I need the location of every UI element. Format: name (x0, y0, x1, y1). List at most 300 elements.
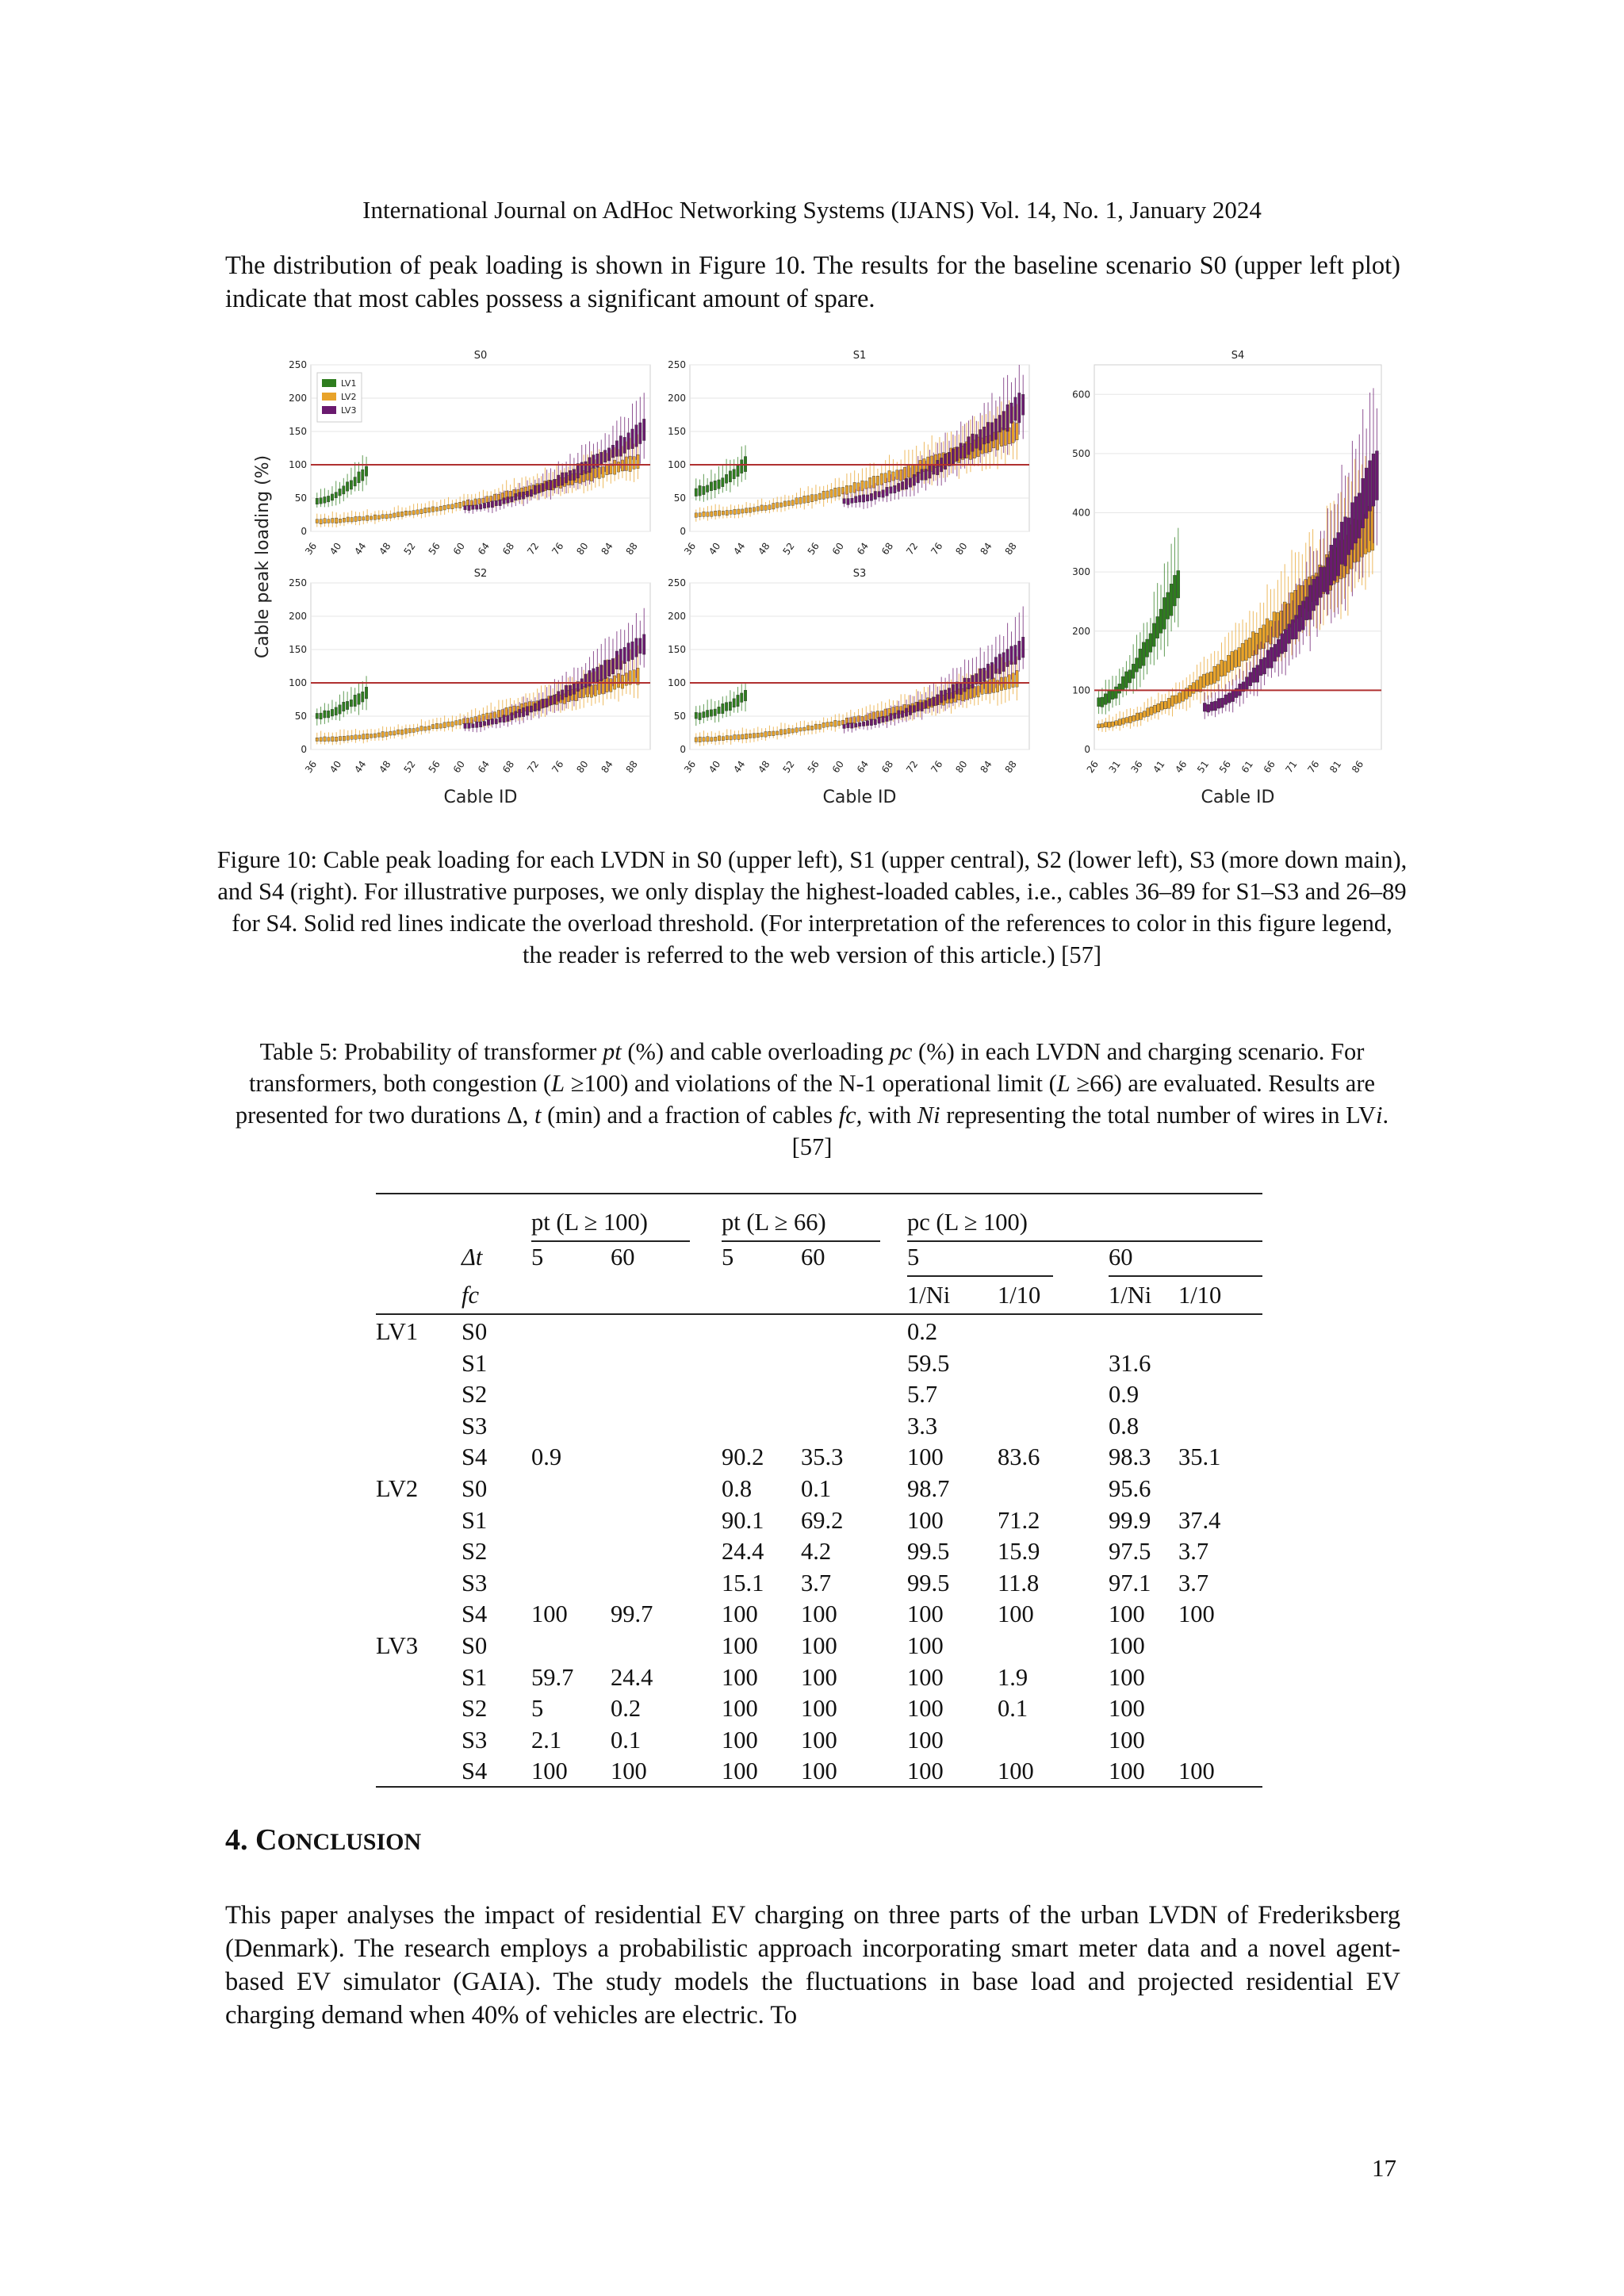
box (396, 730, 399, 734)
x-tick-label: 84 (599, 540, 615, 558)
box (499, 500, 501, 506)
box (1178, 693, 1181, 703)
box (699, 737, 701, 742)
box (561, 473, 563, 485)
table-cell: 24.4 (611, 1663, 653, 1691)
box (370, 516, 372, 519)
box (890, 487, 892, 493)
box (956, 682, 958, 694)
box (596, 667, 599, 682)
box (1022, 394, 1025, 415)
box (1326, 558, 1329, 594)
table-cell: 11.8 (998, 1569, 1040, 1596)
box (522, 707, 524, 716)
box (718, 736, 720, 741)
y-tick-label: 100 (668, 459, 686, 470)
table-cell: 98.7 (907, 1475, 950, 1502)
box (1118, 684, 1121, 693)
box (598, 467, 600, 479)
box (1365, 468, 1368, 519)
x-tick-label: 36 (303, 540, 320, 558)
box (617, 673, 619, 688)
box (621, 675, 623, 688)
box (1298, 605, 1301, 631)
box (468, 505, 470, 511)
box (921, 470, 923, 481)
box (617, 462, 619, 472)
box (1248, 638, 1251, 657)
box (744, 690, 746, 701)
box (878, 492, 880, 497)
box (886, 487, 888, 496)
x-tick-label: 48 (377, 758, 393, 776)
table-cell: 59.7 (531, 1663, 574, 1691)
x-tick-label: 52 (780, 758, 797, 776)
box (431, 507, 434, 512)
legend-label: LV2 (341, 392, 357, 402)
head-d60b: 60 (801, 1244, 825, 1271)
x-tick-label: 36 (682, 540, 699, 558)
box (874, 491, 876, 499)
box (979, 430, 982, 450)
y-tick-label: 150 (668, 426, 686, 437)
table-cell: 100 (1178, 1757, 1215, 1785)
box (986, 664, 989, 678)
y-tick-label: 50 (673, 711, 686, 722)
box (1128, 670, 1132, 683)
box (733, 509, 736, 514)
box (493, 494, 496, 500)
y-tick-label: 250 (668, 359, 686, 370)
box (830, 489, 833, 497)
table-cell: 99.5 (907, 1569, 950, 1596)
box (458, 719, 461, 725)
box (1128, 716, 1132, 723)
row-scenario: S1 (462, 1349, 488, 1377)
box (424, 726, 427, 730)
box (707, 737, 709, 742)
table-cell: 100 (907, 1663, 944, 1691)
box (1111, 722, 1114, 726)
y-tick-label: 0 (301, 744, 307, 755)
box (1192, 683, 1195, 694)
box (710, 512, 713, 516)
box (416, 510, 419, 514)
box (791, 729, 794, 733)
table-cell: 100 (907, 1695, 944, 1723)
box (714, 511, 716, 516)
panel-title-s0: S0 (473, 350, 488, 362)
x-tick-label: 40 (327, 758, 344, 776)
box (745, 508, 747, 513)
table-cell: 0.9 (1109, 1381, 1139, 1409)
box (905, 478, 907, 489)
table-cell: 5 (531, 1695, 544, 1723)
box (822, 723, 825, 727)
y-tick-label: 200 (668, 611, 686, 622)
box (822, 491, 825, 499)
panel-title-s4: S4 (1231, 350, 1245, 362)
box (994, 657, 997, 674)
box (569, 470, 571, 481)
box (806, 496, 809, 503)
box (703, 711, 705, 717)
box (779, 503, 782, 507)
box (764, 732, 767, 738)
box (940, 691, 942, 703)
x-tick-label: 44 (352, 758, 369, 776)
table-cell: 100 (1109, 1695, 1145, 1723)
table-cell: 100 (998, 1757, 1034, 1785)
box (600, 452, 603, 465)
x-tick-label: 60 (450, 758, 468, 776)
table-cell: 0.2 (611, 1695, 642, 1723)
box (756, 507, 759, 511)
x-tick-label: 31 (1106, 758, 1123, 776)
box (316, 498, 318, 504)
box (637, 454, 639, 469)
box (1114, 687, 1117, 698)
box (623, 647, 626, 663)
box (1305, 597, 1308, 620)
box (1173, 575, 1176, 606)
box (975, 435, 978, 449)
table-cell: 0.2 (907, 1318, 938, 1345)
box (730, 736, 732, 740)
table-cell: 90.1 (722, 1506, 764, 1534)
box (952, 449, 954, 466)
box (404, 511, 407, 516)
box (722, 511, 724, 515)
row-group-label: LV2 (376, 1475, 419, 1502)
box (1354, 496, 1358, 543)
box (718, 707, 720, 714)
box (814, 724, 817, 729)
box (592, 669, 595, 684)
box (424, 508, 427, 512)
box (882, 490, 884, 497)
box (573, 684, 575, 695)
x-tick-label: 52 (780, 540, 797, 558)
table-cell: 0.9 (531, 1443, 562, 1471)
box (917, 472, 919, 483)
head-rule-pt100 (531, 1240, 690, 1242)
box (1340, 522, 1343, 564)
box (503, 715, 505, 723)
box (1220, 660, 1224, 677)
box (385, 515, 388, 519)
box (1216, 665, 1220, 681)
box (725, 474, 727, 483)
box (553, 695, 556, 704)
box (550, 696, 552, 705)
box (1132, 664, 1135, 678)
box (451, 504, 454, 509)
box (1012, 422, 1014, 443)
box (1164, 701, 1167, 708)
box (631, 429, 634, 449)
panel-title-s1: S1 (852, 350, 867, 362)
head-fc4: 1/10 (1178, 1282, 1222, 1309)
x-tick-label: 80 (953, 758, 970, 776)
box (491, 501, 493, 508)
box (366, 516, 368, 520)
y-tick-label: 250 (668, 577, 686, 588)
box (1281, 634, 1284, 654)
box (472, 505, 474, 509)
row-scenario: S4 (462, 1443, 488, 1471)
box (1018, 393, 1021, 423)
y-tick-label: 150 (289, 426, 307, 437)
x-tick-label: 41 (1151, 758, 1167, 776)
box (625, 457, 627, 470)
box (511, 496, 513, 502)
box (1162, 597, 1166, 629)
box (354, 477, 356, 486)
box (710, 738, 713, 742)
table-cell: 100 (907, 1632, 944, 1659)
box (929, 465, 931, 478)
page-number: 17 (1372, 2154, 1396, 2182)
box (1136, 658, 1139, 673)
table-cell: 98.3 (1109, 1443, 1151, 1471)
table-cell: 3.3 (907, 1412, 938, 1439)
table-cell: 2.1 (531, 1726, 562, 1754)
box (412, 511, 415, 515)
x-tick-label: 71 (1283, 758, 1300, 776)
x-tick-label: 72 (525, 540, 542, 558)
box (710, 710, 712, 716)
box (343, 702, 345, 711)
box (493, 712, 496, 719)
box (435, 723, 438, 729)
y-tick-label: 400 (1072, 507, 1090, 519)
box (981, 684, 983, 694)
box (903, 467, 906, 480)
box (909, 478, 911, 487)
box (776, 731, 778, 735)
box (468, 723, 470, 728)
table-cell: 1.9 (998, 1663, 1028, 1691)
box (472, 724, 474, 728)
box (892, 472, 894, 481)
x-tick-label: 60 (829, 540, 847, 558)
box (487, 719, 489, 725)
box (607, 660, 610, 677)
box (526, 491, 528, 496)
box (855, 496, 857, 503)
row-scenario: S2 (462, 1538, 488, 1566)
box (1142, 642, 1145, 666)
y-tick-label: 0 (301, 526, 307, 537)
box (814, 495, 817, 501)
box (729, 702, 731, 711)
box (749, 508, 751, 512)
box (998, 654, 1001, 674)
table-head-rule (376, 1313, 1262, 1315)
table-cell: 3.7 (1178, 1569, 1209, 1596)
box (365, 687, 367, 699)
table-cell: 0.8 (1109, 1412, 1139, 1439)
x-tick-label: 48 (756, 540, 772, 558)
head-rule-pt66 (722, 1240, 880, 1242)
box (324, 519, 326, 523)
x-axis-label-center: Cable ID (822, 788, 897, 807)
box (370, 734, 372, 738)
box (862, 495, 864, 502)
x-tick-label: 68 (500, 758, 517, 776)
table-cell: 100 (998, 1600, 1034, 1628)
box (362, 692, 364, 702)
box (986, 422, 989, 443)
box (921, 703, 923, 711)
box (925, 469, 927, 480)
box (1252, 668, 1255, 682)
box (366, 734, 368, 738)
box (929, 699, 931, 706)
box (830, 722, 833, 726)
box (343, 518, 345, 522)
box (870, 719, 872, 726)
x-tick-label: 76 (1305, 758, 1322, 776)
box (487, 502, 489, 508)
box (703, 512, 705, 516)
row-scenario: S2 (462, 1695, 488, 1723)
box (519, 493, 521, 500)
box (898, 483, 900, 491)
box (420, 509, 423, 514)
box (479, 722, 481, 727)
box (455, 721, 458, 725)
box (772, 731, 775, 736)
box (756, 733, 759, 738)
table-cell: 100 (907, 1726, 944, 1754)
box (526, 707, 528, 715)
box (479, 504, 481, 509)
box (584, 674, 587, 688)
box (569, 685, 571, 696)
box (847, 723, 849, 728)
box (1206, 673, 1209, 686)
box (1174, 696, 1178, 703)
box (858, 496, 860, 502)
box (455, 503, 458, 508)
table-cell: 59.5 (907, 1349, 950, 1377)
box (851, 498, 853, 503)
box (546, 699, 548, 707)
y-tick-label: 200 (668, 393, 686, 404)
box (936, 695, 939, 705)
box (522, 492, 524, 499)
box (795, 498, 798, 504)
box (714, 481, 716, 489)
box (507, 497, 509, 504)
box (643, 419, 645, 440)
box (714, 737, 716, 741)
conclusion-paragraph: This paper analyses the impact of residential EV charging on three parts of the urban LVDN of Frederiksberg (Denmark). The research employs a probabilistic approach incorporating smart meter data and a novel agent-based EV simulator (GAIA). The study models the fluctuations in base load and projected residential EV charging demand when 40% of vehicles are electric. To (225, 1901, 1400, 2030)
box (1104, 694, 1107, 705)
x-tick-label: 68 (879, 758, 896, 776)
box (967, 437, 970, 455)
legend-swatch-lv1 (322, 379, 336, 387)
box (855, 723, 857, 727)
box (948, 452, 950, 466)
y-tick-label: 100 (668, 677, 686, 688)
box (1149, 634, 1152, 653)
table-cell: 5.7 (907, 1381, 938, 1409)
x-tick-label: 86 (1349, 758, 1366, 776)
box (845, 485, 848, 494)
table-cell: 95.6 (1109, 1475, 1151, 1502)
figure-10 (238, 341, 1388, 817)
box (1177, 570, 1180, 597)
box (737, 466, 739, 477)
box (699, 513, 701, 517)
box (420, 726, 423, 731)
box (1294, 615, 1297, 639)
box (1006, 650, 1009, 667)
box (393, 731, 396, 735)
x-tick-label: 51 (1195, 758, 1212, 776)
x-tick-label: 64 (475, 540, 492, 558)
box (851, 723, 853, 729)
x-tick-label: 36 (682, 758, 699, 776)
box (998, 415, 1001, 431)
table-cell: 100 (722, 1663, 758, 1691)
x-tick-label: 36 (303, 758, 320, 776)
y-tick-label: 50 (294, 711, 307, 722)
box (1358, 493, 1361, 539)
box (606, 465, 608, 474)
box (1372, 454, 1375, 506)
box (381, 515, 384, 519)
table-cell: 83.6 (998, 1443, 1040, 1471)
x-tick-label: 64 (475, 758, 492, 776)
y-tick-label: 100 (1072, 684, 1090, 696)
box (733, 699, 735, 707)
box (354, 735, 357, 739)
x-tick-label: 88 (623, 758, 640, 776)
x-tick-label: 40 (707, 540, 723, 558)
box (1000, 677, 1002, 691)
box (611, 445, 614, 458)
box (557, 475, 560, 486)
head-rule-d5c (907, 1275, 1053, 1277)
box (1147, 708, 1150, 717)
row-scenario: S0 (462, 1318, 488, 1345)
box (1228, 693, 1231, 703)
x-tick-label: 36 (1128, 758, 1145, 776)
x-tick-label: 56 (805, 540, 822, 558)
box (362, 734, 365, 739)
box (431, 724, 434, 728)
box (396, 512, 399, 517)
box (464, 506, 466, 510)
box (1167, 698, 1170, 708)
box (331, 519, 334, 523)
box (573, 470, 575, 481)
box (870, 493, 872, 500)
box (1362, 478, 1365, 528)
box (1157, 703, 1160, 712)
x-tick-label: 76 (550, 758, 566, 776)
box (1214, 701, 1217, 711)
x-tick-label: 56 (805, 758, 822, 776)
box (594, 469, 596, 478)
box (741, 693, 743, 703)
box (843, 724, 845, 728)
box (339, 519, 341, 523)
